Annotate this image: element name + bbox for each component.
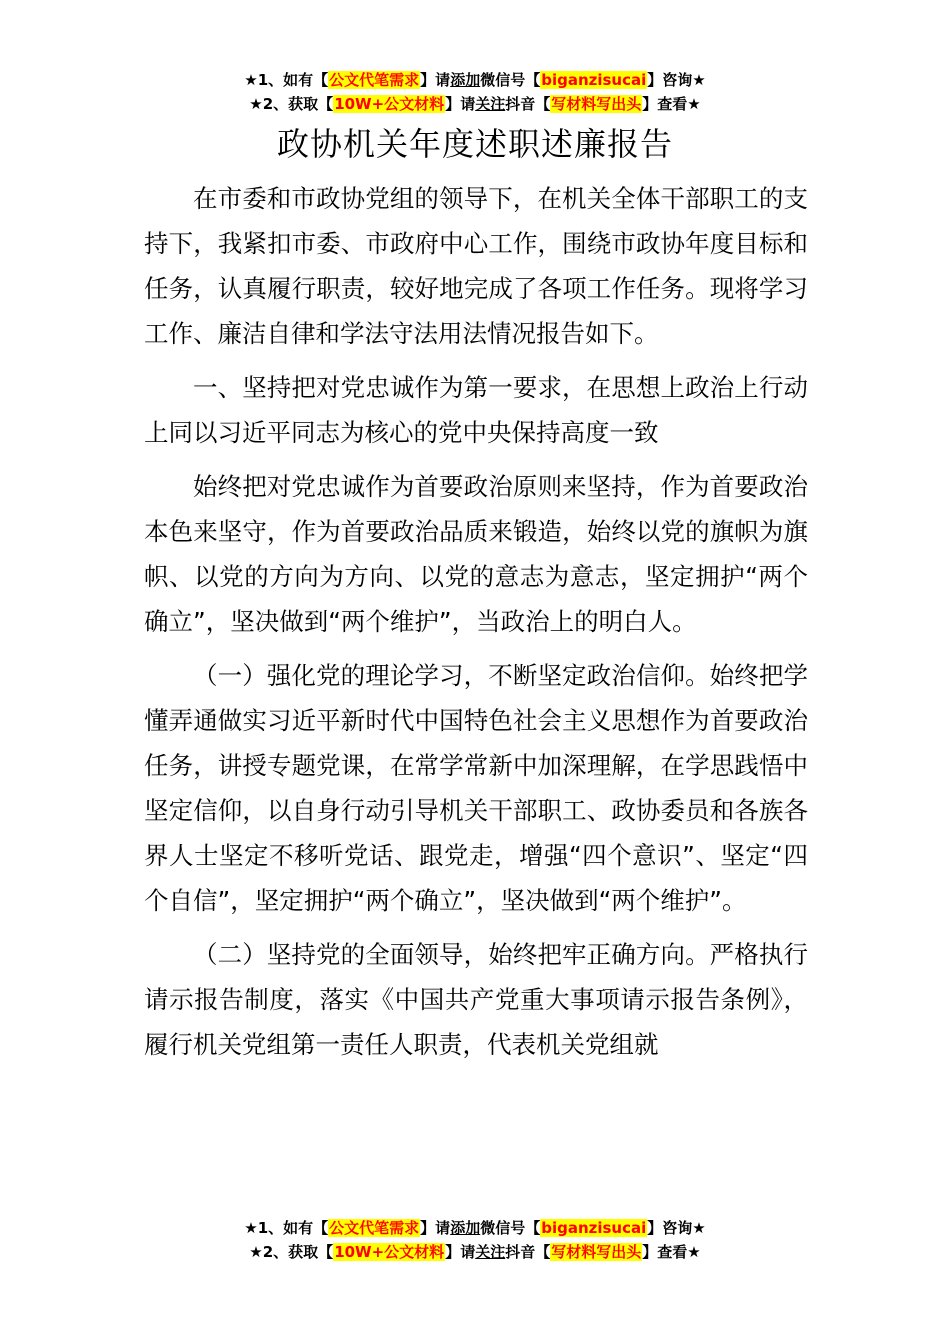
banner-underlined-text: 添加 <box>450 1219 481 1237</box>
banner-underlined-text: 关注 <box>475 1243 506 1261</box>
document-title: 政协机关年度述职述廉报告 <box>276 125 673 163</box>
banner-underlined-text: 添加 <box>450 71 481 89</box>
section-heading: 一、坚持把对党忠诚作为第一要求，在思想上政治上行动上同以习近平同志为核心的党中央保持高度一致 <box>144 373 808 447</box>
banner-text: 微信号【 <box>480 71 541 89</box>
banner-text: 】请 <box>445 1243 476 1261</box>
header-banner <box>0 68 950 116</box>
banner-text: 】查看★ <box>642 1243 701 1261</box>
paragraph: 始终把对党忠诚作为首要政治原则来坚持，作为首要政治本色来坚守，作为首要政治品质来锻造，始终以党的旗帜为旗帜、以党的方向为方向、以党的意志为意志，坚定拥护“两个确立”，坚决做到“两个维护”，当政治上的明白人。 <box>144 472 808 636</box>
banner-text: ★2、获取【 <box>249 1243 334 1261</box>
banner-highlight: 公文代笔需求 <box>329 1219 420 1237</box>
banner-text: 】请 <box>420 71 451 89</box>
banner-line-1 <box>0 1216 950 1240</box>
paragraph: （一）强化党的理论学习，不断坚定政治信仰。始终把学懂弄通做实习近平新时代中国特色社会主义思想作为首要政治任务，讲授专题党课，在常学常新中加深理解，在学思践悟中坚定信仰，以自身行动引导机关干部职工、政协委员和各族各界人士坚定不移听党话、跟党走，增强“四个意识”、坚定“四个自信”，坚定拥护“两个确立”，坚决做到“两个维护”。 <box>144 661 808 915</box>
banner-text: ★2、获取【 <box>249 95 334 113</box>
banner-highlight: 写材料写出头 <box>551 95 642 113</box>
banner-highlight: 公文代笔需求 <box>329 71 420 89</box>
paragraph: （二）坚持党的全面领导，始终把牢正确方向。严格执行请示报告制度，落实《中国共产党重大事项请示报告条例》，履行机关党组第一责任人职责，代表机关党组就 <box>144 940 808 1059</box>
banner-line-2 <box>0 1240 950 1264</box>
banner-line-2 <box>0 92 950 116</box>
banner-highlight: 10W+公文材料 <box>334 1243 445 1261</box>
banner-text: 】咨询★ <box>647 71 706 89</box>
banner-text: 抖音【 <box>505 1243 551 1261</box>
banner-text: 】请 <box>445 95 476 113</box>
banner-highlight: 10W+公文材料 <box>334 95 445 113</box>
banner-highlight: biganzisucai <box>541 1219 647 1237</box>
banner-text: 微信号【 <box>480 1219 541 1237</box>
banner-text: 】咨询★ <box>647 1219 706 1237</box>
paragraph: 在市委和市政协党组的领导下，在机关全体干部职工的支持下，我紧扣市委、市政府中心工作，围绕市政协年度目标和任务，认真履行职责，较好地完成了各项工作任务。现将学习工作、廉洁自律和学法守法用法情况报告如下。 <box>144 184 808 348</box>
banner-text: 抖音【 <box>505 95 551 113</box>
banner-highlight: biganzisucai <box>541 71 647 89</box>
document-body <box>144 176 808 1076</box>
banner-highlight: 写材料写出头 <box>551 1243 642 1261</box>
banner-text: 】请 <box>420 1219 451 1237</box>
banner-text: ★1、如有【 <box>244 1219 329 1237</box>
banner-underlined-text: 关注 <box>475 95 506 113</box>
banner-text: ★1、如有【 <box>244 71 329 89</box>
banner-text: 】查看★ <box>642 95 701 113</box>
footer-banner <box>0 1216 950 1264</box>
banner-line-1 <box>0 68 950 92</box>
